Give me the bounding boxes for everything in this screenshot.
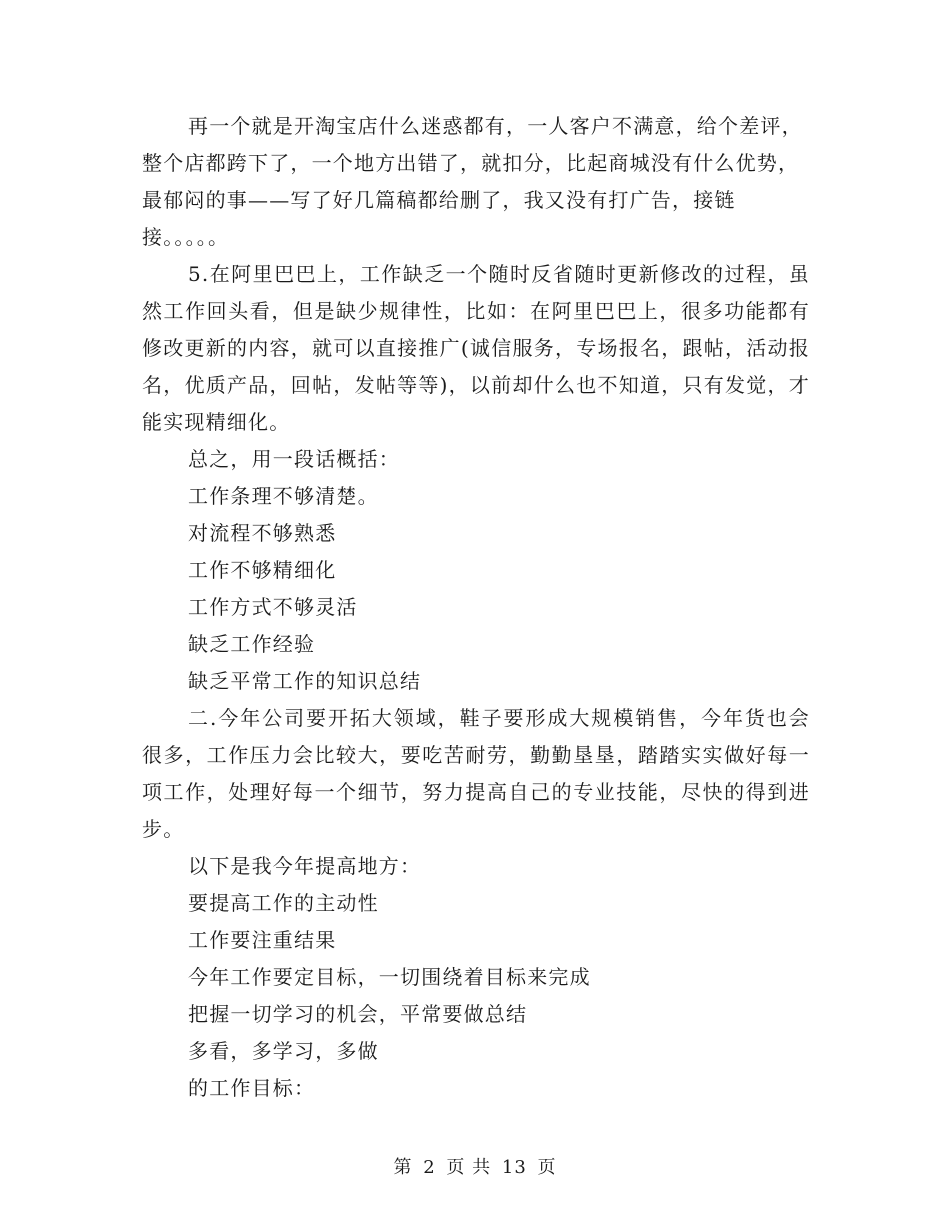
footer-middle: 页 共 <box>446 1157 492 1178</box>
summary-intro: 总之，用一段话概括： <box>188 447 400 471</box>
summary-item: 缺乏平常工作的知识总结 <box>188 669 422 693</box>
paragraph-alibaba: 5.在阿里巴巴上，工作缺乏一个随时反省随时更新修改的过程，虽然工作回头看，但是缺少规律性，比如：在阿里巴巴上，很多功能都有修改更新的内容，就可以直接推广(诚信服务，专场报名，跟帖，活动报名，优质产品，回帖，发帖等等)，以前却什么也不知道，只有发觉，才能实现精细化。 <box>142 262 810 434</box>
page-footer <box>0 1153 950 1179</box>
footer-total-pages: 13 <box>501 1157 527 1178</box>
footer-page-number: 2 <box>423 1157 436 1178</box>
footer-prefix: 第 <box>393 1157 413 1178</box>
paragraph-taobao: 再一个就是开淘宝店什么迷惑都有，一人客户不满意，给个差评，整个店都跨下了，一个地方出错了，就扣分，比起商城没有什么优势，最郁闷的事——写了好几篇稿都给删了，我又没有打广告，接链接。。。。。 <box>142 114 803 249</box>
summary-item: 对流程不够熟悉 <box>188 521 337 545</box>
document-body <box>142 108 810 1107</box>
summary-item: 工作方式不够灵活 <box>188 595 358 619</box>
improve-item: 工作要注重结果 <box>188 928 337 952</box>
summary-item: 工作条理不够清楚。 <box>188 484 379 508</box>
improve-item: 的工作目标： <box>188 1076 316 1100</box>
improve-item: 把握一切学习的机会，平常要做总结 <box>188 1002 528 1026</box>
section-two-paragraph: 二.今年公司要开拓大领域，鞋子要形成大规模销售，今年货也会很多，工作压力会比较大，要吃苦耐劳，勤勤垦垦，踏踏实实做好每一项工作，处理好每一个细节，努力提高自己的专业技能，尽快的得到进步。 <box>142 706 810 841</box>
footer-suffix: 页 <box>537 1157 557 1178</box>
improve-item: 多看，多学习，多做 <box>188 1039 379 1063</box>
summary-item: 工作不够精细化 <box>188 558 337 582</box>
summary-item: 缺乏工作经验 <box>188 632 316 656</box>
improve-item: 要提高工作的主动性 <box>188 891 379 915</box>
improve-item: 今年工作要定目标，一切围绕着目标来完成 <box>188 965 591 989</box>
improve-intro: 以下是我今年提高地方： <box>188 854 422 878</box>
